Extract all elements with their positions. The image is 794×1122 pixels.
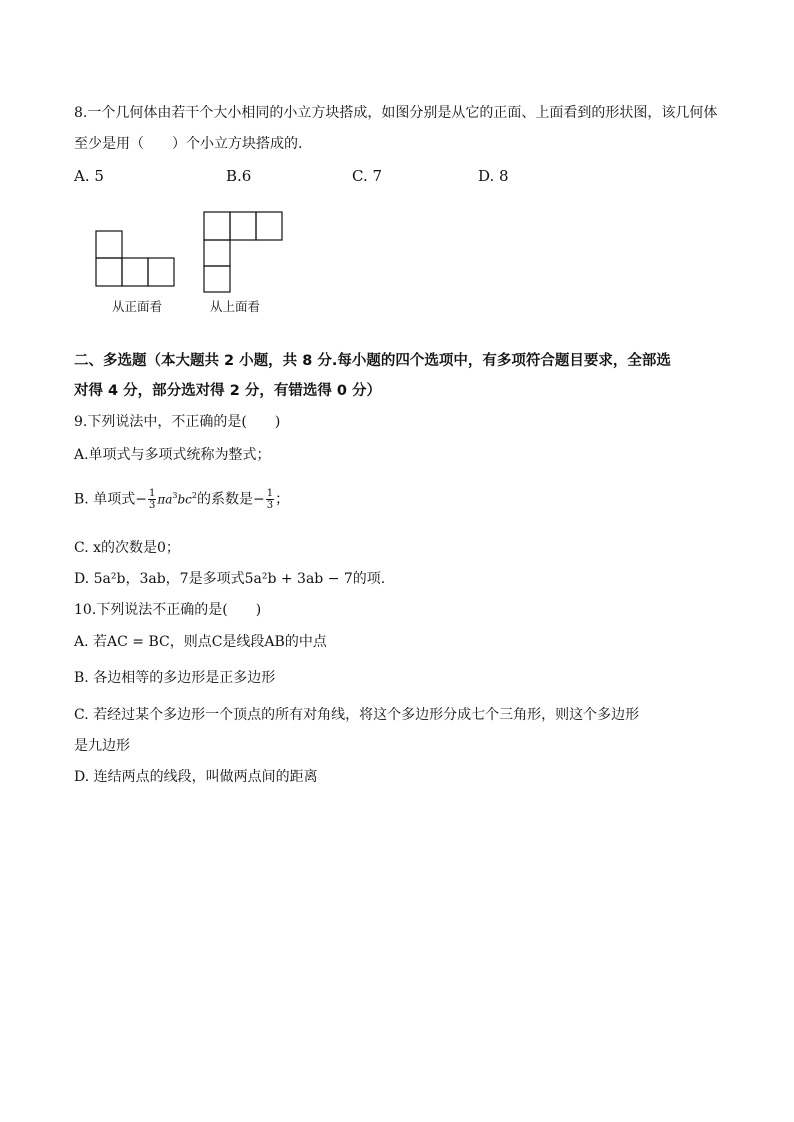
q8-stem-line2: 至少是用（ ）个小立方块搭成的. xyxy=(74,136,303,152)
q9-b-exp-a: 3 xyxy=(172,491,178,500)
q9-b-bc: bc xyxy=(177,492,192,507)
q8-stem-line1: 8.一个几何体由若干个大小相同的小立方块搭成，如图分别是从它的正面、上面看到的形状图，该几何体 xyxy=(74,105,718,121)
q9-b-frac-den: 3 xyxy=(148,500,156,512)
q9-b-end: ； xyxy=(275,491,290,508)
q9-option-c: C. x的次数是0； xyxy=(74,540,180,556)
front-view-caption: 从正面看 xyxy=(112,299,163,314)
q8-option-d: D. 8 xyxy=(478,167,509,185)
q9-b-fraction xyxy=(148,488,156,511)
q9-b-minus2: − xyxy=(252,491,265,508)
q9-option-b xyxy=(74,484,289,512)
q8-option-c: C. 7 xyxy=(352,167,383,185)
q10-option-c-line2: 是九边形 xyxy=(74,738,130,754)
q9-option-a: A.单项式与多项式统称为整式； xyxy=(74,447,271,463)
q10-stem: 10.下列说法不正确的是( ) xyxy=(74,602,262,618)
top-view-caption: 从上面看 xyxy=(210,299,261,314)
q9-b-prefix: B. 单项式 xyxy=(74,491,136,508)
q9-b-frac2-den: 3 xyxy=(266,500,274,512)
q8-option-b: B.6 xyxy=(226,167,252,185)
q10-option-b: B. 各边相等的多边形是正多边形 xyxy=(74,670,276,686)
q9-b-fraction2 xyxy=(266,488,274,511)
q9-b-exp-c: 2 xyxy=(191,491,197,500)
q9-b-frac-num: 1 xyxy=(148,488,156,500)
section2-heading-line1: 二、多选题（本大题共 2 小题，共 8 分.每小题的四个选项中，有多项符合题目要求，全部选 xyxy=(74,353,671,369)
q10-option-c-line1: C. 若经过某个多边形一个顶点的所有对角线，将这个多边形分成七个三角形，则这个多边形 xyxy=(74,707,640,723)
q9-b-mid: 的系数是 xyxy=(196,491,253,508)
q10-option-d: D. 连结两点的线段，叫做两点间的距离 xyxy=(74,769,318,785)
section2-heading-line2: 对得 4 分，部分选对得 2 分，有错选得 0 分） xyxy=(74,383,382,399)
q8-option-a: A. 5 xyxy=(74,167,104,185)
q9-option-d: D. 5a²b，3ab，7是多项式5a²b + 3ab − 7的项. xyxy=(74,571,386,587)
q9-b-minus: − xyxy=(135,491,147,508)
q10-option-a: A. 若AC = BC，则点C是线段AB的中点 xyxy=(74,634,327,650)
q9-b-frac2-num: 1 xyxy=(266,488,274,500)
front-view-grid xyxy=(96,231,174,286)
q9-b-pi-a: πa xyxy=(157,492,173,507)
top-view-grid xyxy=(204,212,282,292)
q9-stem: 9.下列说法中，不正确的是( ) xyxy=(74,414,281,430)
